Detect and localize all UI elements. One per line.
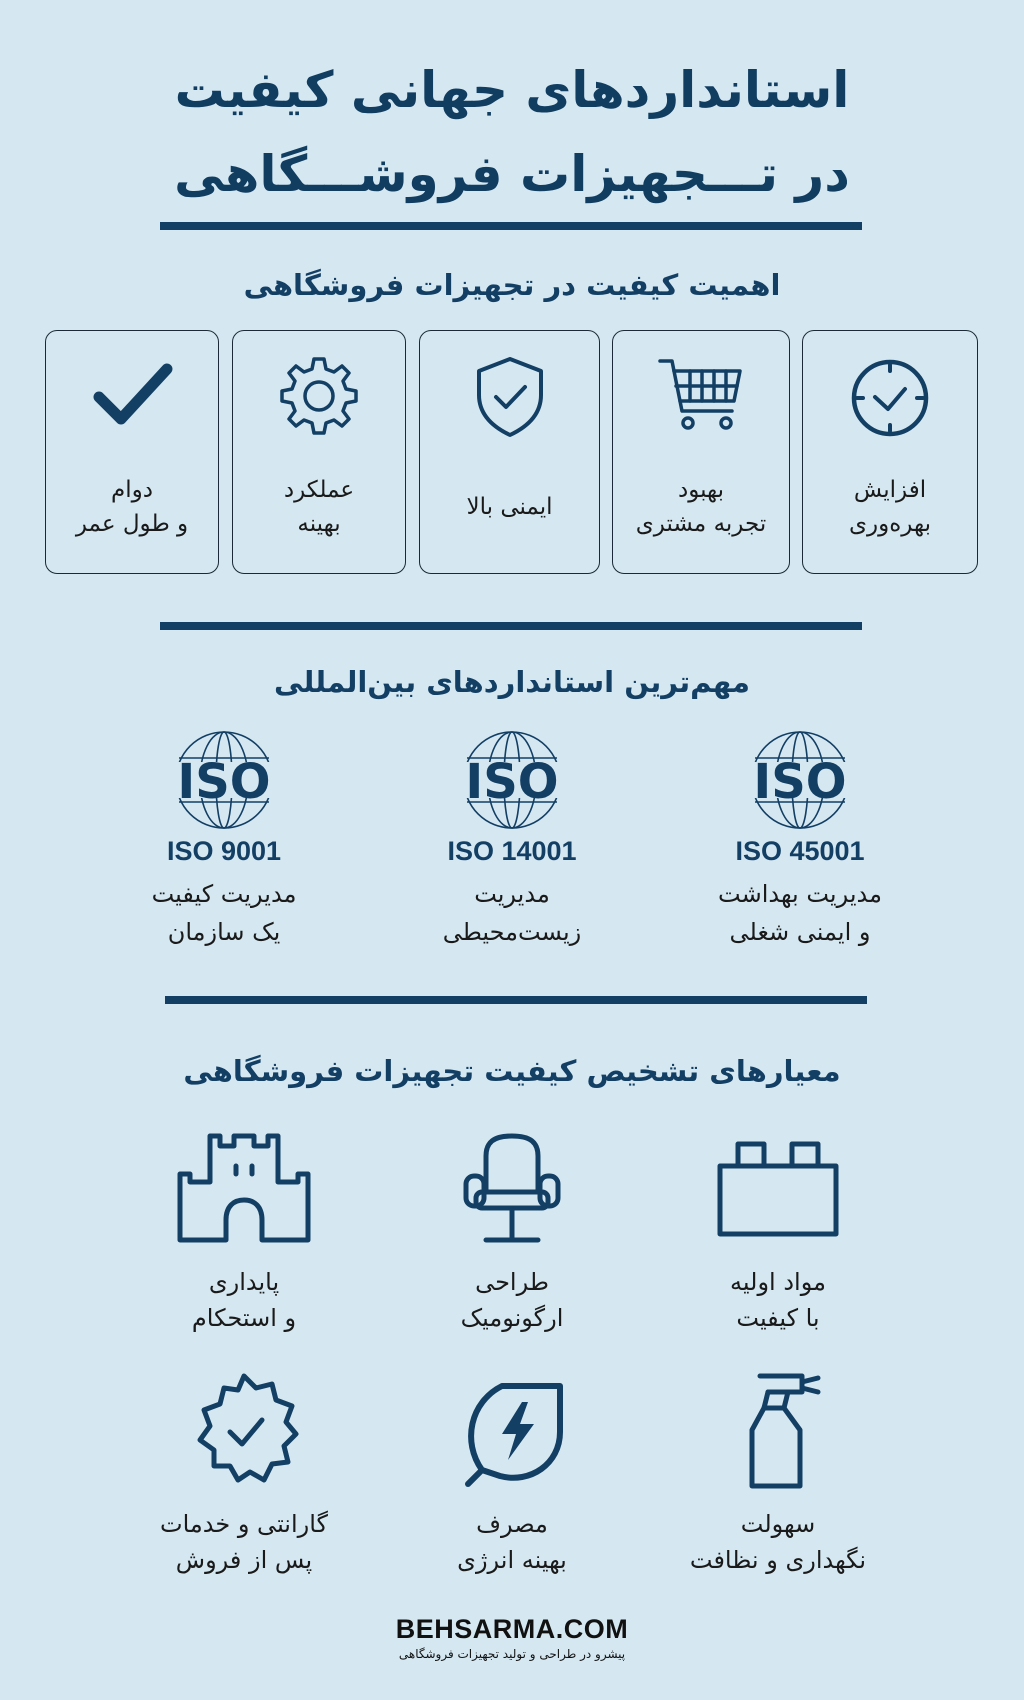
- standards-heading: مهم‌ترین استانداردهای بین‌المللی: [274, 665, 750, 699]
- divider-top: [160, 222, 862, 230]
- shopping-cart-icon: [656, 351, 746, 441]
- card-label: افزایش بهره‌وری: [849, 477, 931, 537]
- criteria-energy-efficiency: [382, 1372, 642, 1578]
- criteria-heading: معیارهای تشخیص کیفیت تجهیزات فروشگاهی: [183, 1054, 841, 1088]
- iso-code: ISO 14001: [447, 836, 577, 866]
- castle-icon: [174, 1130, 314, 1250]
- raw-material-blocks-icon: [708, 1130, 848, 1250]
- importance-cards: [45, 330, 979, 576]
- iso-standard-45001: [650, 728, 950, 951]
- energy-leaf-icon: [442, 1372, 582, 1492]
- warranty-badge-icon: [174, 1372, 314, 1492]
- iso-logo-icon: [447, 728, 577, 832]
- iso-description: مدیریت زیست‌محیطی: [442, 880, 582, 946]
- criteria-label: مواد اولیه با کیفیت: [730, 1268, 826, 1332]
- criteria-easy-maintenance: [648, 1372, 908, 1578]
- criteria-label: سهولت نگهداری و نظافت: [689, 1510, 867, 1574]
- card-label: بهبود تجربه مشتری: [635, 477, 767, 537]
- brand-name: BEHSARMA.COM: [395, 1614, 629, 1644]
- card-label: دوام و طول عمر: [75, 477, 189, 537]
- iso-standard-14001: [362, 728, 662, 951]
- criteria-raw-materials: [648, 1130, 908, 1336]
- iso-logo-icon: [159, 728, 289, 832]
- divider-lower: [165, 996, 867, 1004]
- criteria-ergonomic-design: [382, 1130, 642, 1336]
- iso-standard-9001: [74, 728, 374, 951]
- card-label: ایمنی بالا: [466, 494, 553, 520]
- iso-description: مدیریت بهداشت و ایمنی شغلی: [718, 880, 882, 946]
- card-safety: [419, 330, 600, 574]
- criteria-stability: [114, 1130, 374, 1336]
- iso-code: ISO 9001: [166, 836, 282, 866]
- clock-icon: [845, 351, 935, 441]
- shield-check-icon: [465, 351, 555, 441]
- title-line-1: استانداردهای جهانی کیفیت: [174, 61, 850, 119]
- card-productivity: [802, 330, 978, 574]
- iso-logo-text: ISO: [177, 754, 271, 810]
- card-durability: [45, 330, 219, 574]
- card-customer-experience: [612, 330, 790, 574]
- spray-bottle-icon: [708, 1372, 848, 1492]
- criteria-label: مصرف بهینه انرژی: [457, 1510, 567, 1574]
- card-performance: [232, 330, 406, 574]
- divider-middle: [160, 622, 862, 630]
- iso-logo-icon: [735, 728, 865, 832]
- card-label: عملکرد بهینه: [283, 477, 355, 537]
- iso-logo-text: ISO: [753, 754, 847, 810]
- criteria-label: گارانتی و خدمات پس از فروش: [160, 1510, 328, 1574]
- title-line-2: در تـــجهیزات فروشـــگاهی: [174, 145, 850, 203]
- checkmark-icon: [87, 351, 177, 441]
- criteria-label: طراحی ارگونومیک: [460, 1268, 564, 1332]
- importance-heading: اهمیت کیفیت در تجهیزات فروشگاهی: [243, 268, 781, 302]
- criteria-warranty: [114, 1372, 374, 1578]
- ergonomic-chair-icon: [442, 1130, 582, 1250]
- iso-description: مدیریت کیفیت یک سازمان: [151, 880, 297, 946]
- page-title: [0, 48, 1024, 216]
- iso-logo-text: ISO: [465, 754, 559, 810]
- footer: [0, 1614, 1024, 1661]
- brand-tagline: پیشرو در طراحی و تولید تجهیزات فروشگاهی: [398, 1647, 626, 1661]
- gear-icon: [274, 351, 364, 441]
- iso-code: ISO 45001: [735, 836, 865, 866]
- criteria-label: پایداری و استحکام: [191, 1268, 297, 1332]
